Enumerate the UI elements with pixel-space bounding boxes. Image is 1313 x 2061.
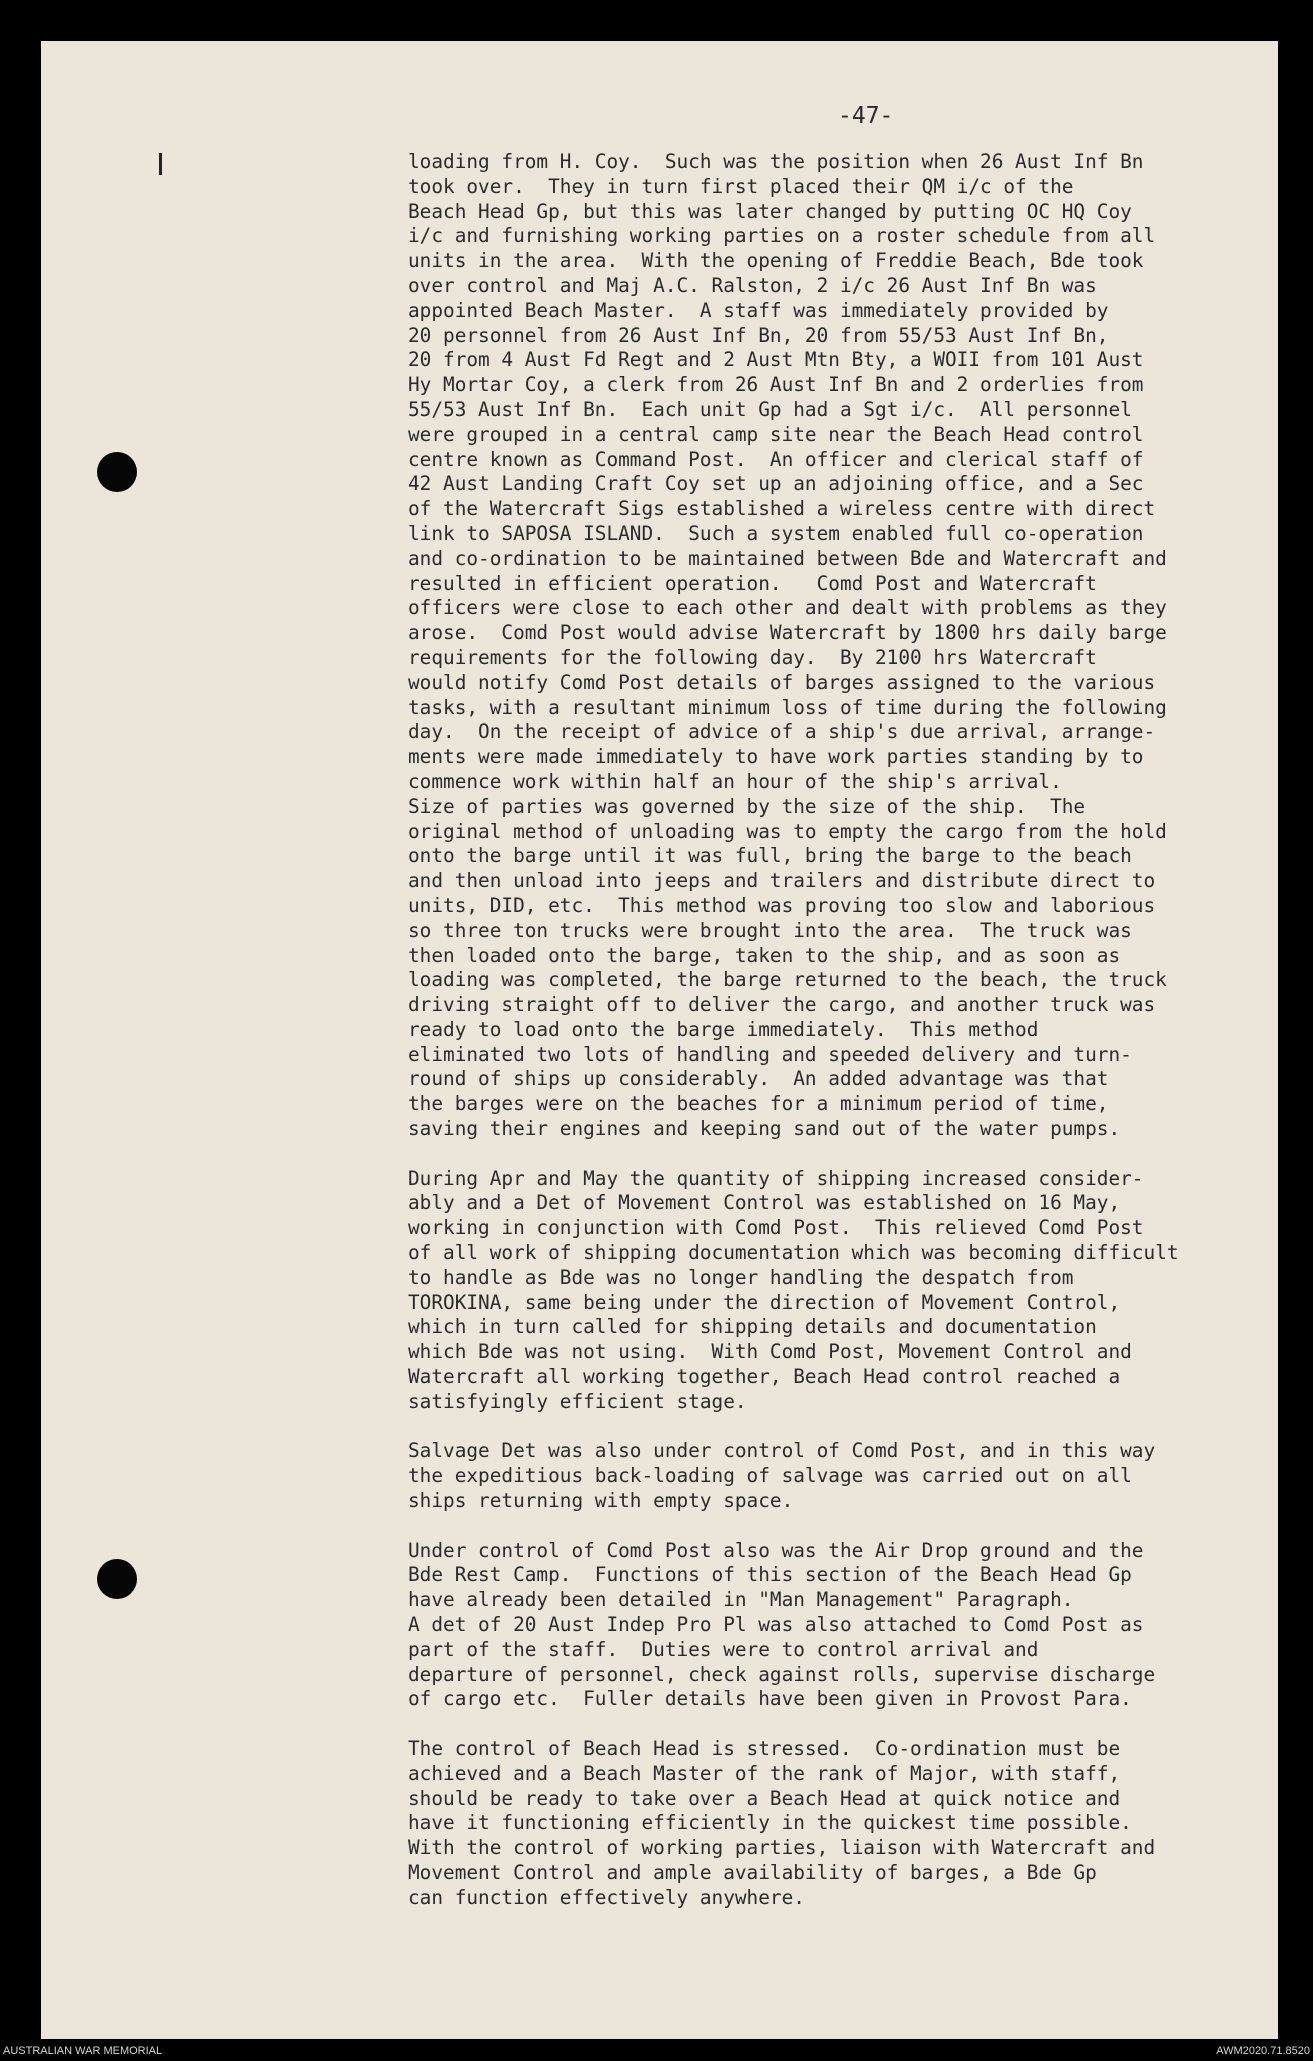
paragraph-air-drop — [408, 1539, 1288, 1713]
text-line: the expeditious back-loading of salvage was carried out on all — [408, 1464, 1132, 1488]
text-line: and co-ordination to be maintained between Bde and Watercraft and — [408, 546, 1167, 570]
text-line: ments were made immediately to have work parties standing by to — [408, 745, 1144, 769]
text-line: The control of Beach Head is stressed. Co-ordination must be — [408, 1737, 1121, 1760]
text-line: With the control of working parties, liaison with Watercraft and — [408, 1836, 1156, 1860]
text-line: can function effectively anywhere. — [408, 1885, 805, 1909]
text-line: Hy Mortar Coy, a clerk from 26 Aust Inf Bn and 2 orderlies from — [408, 373, 1144, 397]
text-line: of all work of shipping documentation which was becoming difficult — [408, 1241, 1179, 1265]
text-line: Salvage Det was also under control of Comd Post, and in this way — [408, 1439, 1156, 1463]
text-line: of cargo etc. Fuller details have been given in Provost Para. — [408, 1687, 1132, 1711]
text-line: 55/53 Aust Inf Bn. Each unit Gp had a Sgt i/c. All personnel — [408, 397, 1132, 421]
text-line: tasks, with a resultant minimum loss of time during the following — [408, 695, 1167, 719]
text-line: departure of personnel, check against rolls, supervise discharge — [408, 1662, 1156, 1686]
paragraph-conclusion — [408, 1737, 1288, 1911]
text-line: Watercraft all working together, Beach Head control reached a — [408, 1365, 1121, 1389]
text-line: day. On the receipt of advice of a ship's due arrival, arrange- — [408, 720, 1156, 744]
text-line: over control and Maj A.C. Ralston, 2 i/c 26 Aust Inf Bn was — [408, 273, 1097, 297]
text-line: then loaded onto the barge, taken to the ship, and as soon as — [408, 943, 1121, 967]
page-number: -47- — [838, 103, 894, 129]
text-line: During Apr and May the quantity of shipping increased consider- — [408, 1166, 1144, 1190]
text-line: part of the staff. Duties were to control arrival and — [408, 1637, 1039, 1661]
text-line: working in conjunction with Comd Post. This relieved Comd Post — [408, 1216, 1144, 1240]
paragraph-beach-head-organisation — [408, 150, 1288, 1142]
footer-source: AUSTRALIAN WAR MEMORIAL — [3, 2045, 163, 2057]
text-line: 42 Aust Landing Craft Coy set up an adjoining office, and a Sec — [408, 472, 1144, 496]
text-line: would notify Comd Post details of barges assigned to the various — [408, 670, 1156, 694]
text-line: saving their engines and keeping sand out of the water pumps. — [408, 1117, 1121, 1141]
text-line: of the Watercraft Sigs established a wireless centre with direct — [408, 497, 1156, 521]
text-line: eliminated two lots of handling and speeded delivery and turn- — [408, 1042, 1132, 1066]
text-line: units, DID, etc. This method was proving too slow and laborious — [408, 893, 1156, 917]
text-line: 20 personnel from 26 Aust Inf Bn, 20 from 55/53 Aust Inf Bn, — [408, 323, 1109, 347]
paragraph-salvage — [408, 1439, 1288, 1513]
text-line: requirements for the following day. By 2100 hrs Watercraft — [408, 645, 1097, 669]
paragraph-movement-control — [408, 1167, 1288, 1415]
margin-mark — [159, 153, 162, 175]
text-line: and then unload into jeeps and trailers and distribute direct to — [408, 869, 1156, 893]
text-line: ships returning with empty space. — [408, 1489, 794, 1513]
text-line: Size of parties was governed by the size of the ship. The — [408, 794, 1086, 818]
text-line: took over. They in turn first placed their QM i/c of the — [408, 174, 1074, 198]
footer-accession-id: AWM2020.71.8520 — [1216, 2045, 1310, 2057]
text-line: arose. Comd Post would advise Watercraft by 1800 hrs daily barge — [408, 621, 1167, 645]
text-line: round of ships up considerably. An added advantage was that — [408, 1067, 1109, 1091]
text-line: Beach Head Gp, but this was later changed by putting OC HQ Coy — [408, 199, 1132, 223]
text-line: driving straight off to deliver the cargo, and another truck was — [408, 993, 1156, 1017]
text-line: Under control of Comd Post also was the Air Drop ground and the — [408, 1538, 1144, 1562]
text-line: Movement Control and ample availability of barges, a Bde Gp — [408, 1860, 1097, 1884]
text-line: TOROKINA, same being under the direction of Movement Control, — [408, 1290, 1121, 1314]
text-line: which Bde was not using. With Comd Post, Movement Control and — [408, 1340, 1132, 1364]
text-line: 20 from 4 Aust Fd Regt and 2 Aust Mtn Bty, a WOII from 101 Aust — [408, 348, 1144, 372]
text-line: the barges were on the beaches for a minimum period of time, — [408, 1092, 1109, 1116]
text-line: were grouped in a central camp site near the Beach Head control — [408, 422, 1144, 446]
text-line: loading was completed, the barge returned to the beach, the truck — [408, 968, 1167, 992]
text-line: original method of unloading was to empty the cargo from the hold — [408, 819, 1167, 843]
text-line: link to SAPOSA ISLAND. Such a system enabled full co-operation — [408, 521, 1144, 545]
text-line: satisfyingly efficient stage. — [408, 1389, 747, 1413]
text-line: onto the barge until it was full, bring the barge to the beach — [408, 844, 1132, 868]
text-line: resulted in efficient operation. Comd Post and Watercraft — [408, 571, 1097, 595]
text-line: officers were close to each other and dealt with problems as they — [408, 596, 1167, 620]
text-line: commence work within half an hour of the ship's arrival. — [408, 769, 1062, 793]
text-line: so three ton trucks were brought into the area. The truck was — [408, 918, 1132, 942]
punch-hole-bottom — [97, 1559, 137, 1599]
text-line: have already been detailed in "Man Management" Paragraph. — [408, 1588, 1074, 1612]
text-line: units in the area. With the opening of Freddie Beach, Bde took — [408, 249, 1144, 273]
text-line: have it functioning efficiently in the quickest time possible. — [408, 1811, 1132, 1835]
text-line: ready to load onto the barge immediately. This method — [408, 1017, 1039, 1041]
text-line: A det of 20 Aust Indep Pro Pl was also attached to Comd Post as — [408, 1613, 1144, 1637]
body-text — [408, 150, 1288, 1935]
text-line: should be ready to take over a Beach Head at quick notice and — [408, 1786, 1121, 1810]
text-line: appointed Beach Master. A staff was immediately provided by — [408, 298, 1109, 322]
text-line: to handle as Bde was no longer handling the despatch from — [408, 1265, 1074, 1289]
punch-hole-top — [97, 452, 137, 492]
text-line: which in turn called for shipping details and documentation — [408, 1315, 1097, 1339]
text-line: ably and a Det of Movement Control was established on 16 May, — [408, 1191, 1121, 1215]
text-line: achieved and a Beach Master of the rank of Major, with staff, — [408, 1761, 1121, 1785]
text-line: Bde Rest Camp. Functions of this section of the Beach Head Gp — [408, 1563, 1132, 1587]
text-line: centre known as Command Post. An officer and clerical staff of — [408, 447, 1144, 471]
text-line: i/c and furnishing working parties on a roster schedule from all — [408, 224, 1156, 248]
text-line: loading from H. Coy. Such was the position when 26 Aust Inf Bn — [408, 150, 1144, 173]
